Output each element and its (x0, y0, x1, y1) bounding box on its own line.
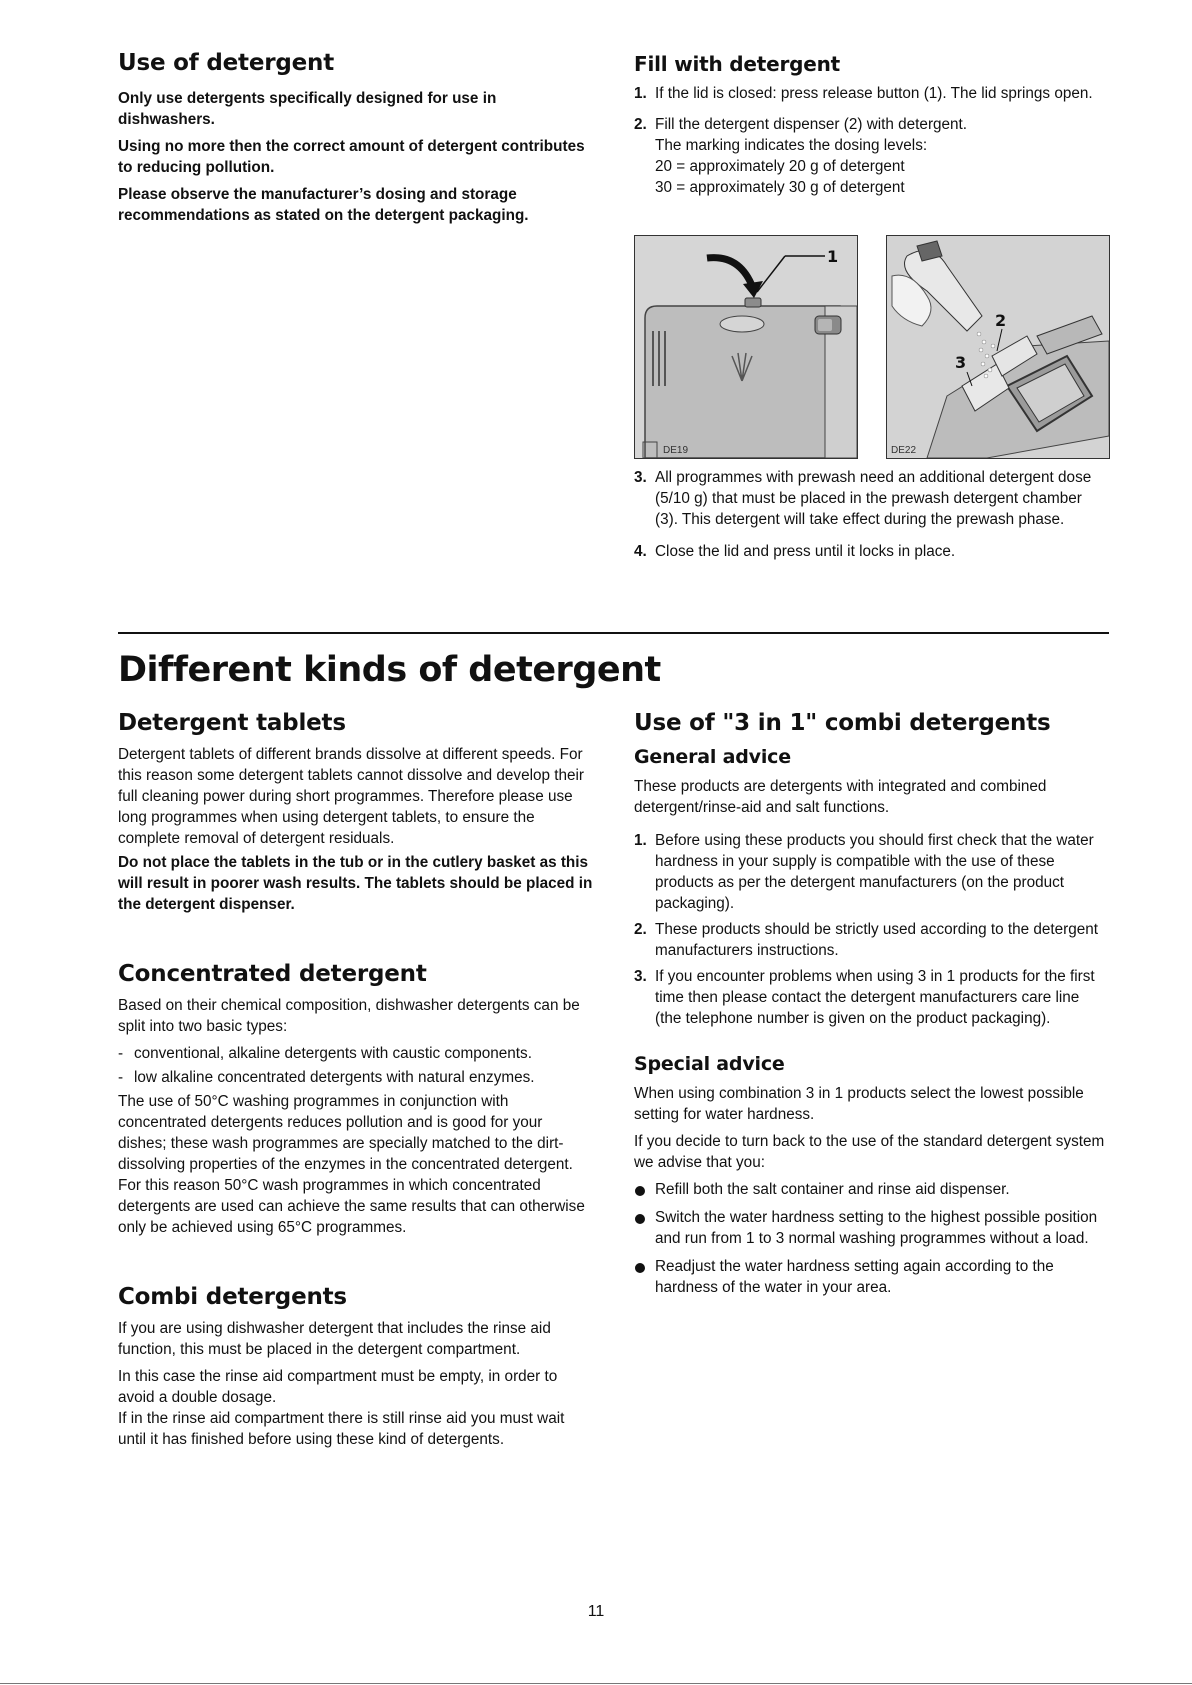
special-advice-para-2: If you decide to turn back to the use of the standard detergent system we advise that you: (634, 1133, 1105, 1171)
tablets-para-1: Detergent tablets of different brands dissolve at different speeds. For this reason some detergent tablets cannot dissolve and develop their full cleaning power during short programmes. Therefore please use long programmes when using detergent tablets, to ensure the complete removal of detergent residuals. (118, 746, 584, 847)
detergent-types-list (118, 1043, 593, 1088)
fill-step-3 (634, 467, 1104, 530)
step-number: 3. (634, 968, 647, 985)
section-divider (118, 632, 1109, 634)
item-text: These products should be strictly used according to the detergent manufacturers instructions. (655, 921, 1099, 959)
special-advice-item (634, 1207, 1109, 1249)
item-text: low alkaline concentrated detergents with natural enzymes. (134, 1069, 535, 1086)
general-advice-list (634, 830, 1109, 1029)
use-of-detergent-para-1: Only use detergents specifically designed for use in dishwashers. (118, 90, 497, 128)
special-advice-heading: Special advice (634, 1053, 785, 1075)
step-text: 20 = approximately 20 g of detergent (655, 158, 905, 175)
different-kinds-heading: Different kinds of detergent (118, 650, 661, 690)
item-text: Refill both the salt container and rinse aid dispenser. (655, 1181, 1010, 1198)
different-kinds-section (118, 650, 818, 690)
bottom-edge-line (0, 1683, 1192, 1684)
detergent-type-item (118, 1067, 593, 1088)
three-in-one-heading: Use of "3 in 1" combi detergents (634, 710, 1051, 736)
special-advice-item (634, 1179, 1109, 1200)
special-advice-para-1: When using combination 3 in 1 products select the lowest possible setting for water hardness. (634, 1085, 1084, 1123)
step-text: All programmes with prewash need an additional detergent dose (5/10 g) that must be placed in the prewash detergent chamber (3). This detergent will take effect during the prewash phase. (655, 469, 1092, 528)
combi-heading: Combi detergents (118, 1284, 347, 1310)
combi-para-1: If you are using dishwasher detergent that includes the rinse aid function, this must be placed in the detergent compartment. (118, 1320, 551, 1358)
fill-step-2 (634, 114, 1104, 198)
step-text: 30 = approximately 30 g of detergent (655, 179, 905, 196)
fill-steps-continued (634, 467, 1104, 572)
use-of-detergent-section (118, 50, 588, 232)
step-text: If the lid is closed: press release button (1). The lid springs open. (655, 85, 1093, 102)
concentrated-para-1: Based on their chemical composition, dishwasher detergents can be split into two basic types: (118, 997, 580, 1035)
tablets-para-2: Do not place the tablets in the tub or in the cutlery basket as this will result in poorer wash results. The tablets should be placed in the detergent dispenser. (118, 854, 593, 913)
step-number: 3. (634, 469, 647, 486)
fill-step-1 (634, 83, 1104, 104)
figure-fill-dispenser (886, 235, 1110, 459)
fill-with-detergent-section (634, 52, 1104, 208)
item-text: If you encounter problems when using 3 in 1 products for the first time then please contact the detergent manufacturers care line (the telephone number is given on the product packaging). (655, 968, 1095, 1027)
callout-2: 2 (995, 311, 1007, 330)
detergent-type-item (118, 1043, 593, 1064)
item-text: Readjust the water hardness setting again according to the hardness of the water in your area. (655, 1258, 1054, 1296)
callout-1: 1 (827, 247, 839, 266)
figure-release-button (634, 235, 858, 459)
concentrated-para-2: The use of 50°C washing programmes in conjunction with concentrated detergents reduces pollution and is good for your dishes; these wash programmes are specially matched to the dirt-dissolving properties of the enzymes in the concentrated detergent. For this reason 50°C wash programmes in which concentrated detergents are used can achieve the same results that can otherwise only be achieved using 65°C programmes. (118, 1093, 585, 1236)
fill-step-4 (634, 541, 1104, 562)
bullet-icon (635, 1263, 645, 1273)
general-advice-item (634, 966, 1109, 1029)
combi-para-3: If in the rinse aid compartment there is still rinse aid you must wait until it has finished before using these kind of detergents. (118, 1410, 565, 1448)
page-number: 11 (587, 1603, 605, 1620)
step-number: 1. (634, 832, 647, 849)
right-column (634, 710, 1109, 1305)
special-advice-list (634, 1179, 1109, 1298)
use-of-detergent-para-3: Please observe the manufacturer’s dosing and storage recommendations as stated on the detergent packaging. (118, 186, 529, 224)
callout-3: 3 (955, 353, 967, 372)
step-text: Fill the detergent dispenser (2) with detergent. (655, 116, 968, 133)
bullet-icon (635, 1214, 645, 1224)
concentrated-heading: Concentrated detergent (118, 961, 427, 987)
step-number: 2. (634, 921, 647, 938)
item-text: Switch the water hardness setting to the highest possible position and run from 1 to 3 normal washing programmes without a load. (655, 1209, 1098, 1247)
use-of-detergent-heading: Use of detergent (118, 50, 335, 76)
step-number: 1. (634, 85, 647, 102)
general-advice-item (634, 919, 1109, 961)
dash-marker: - (118, 1069, 124, 1086)
special-advice-item (634, 1256, 1109, 1298)
fill-dispenser-illustration (887, 236, 1109, 458)
step-number: 2. (634, 116, 647, 133)
fill-steps-list-a (634, 83, 1104, 198)
left-column (118, 710, 593, 1456)
item-text: conventional, alkaline detergents with caustic components. (134, 1045, 532, 1062)
bullet-icon (635, 1186, 645, 1196)
fill-with-detergent-heading: Fill with detergent (634, 52, 841, 76)
dash-marker: - (118, 1045, 124, 1062)
dispenser-lid-illustration (635, 236, 857, 458)
fill-steps-list-b (634, 467, 1104, 562)
figure-1-label: DE19 (663, 445, 689, 456)
step-text: Close the lid and press until it locks in place. (655, 543, 956, 560)
item-text: Before using these products you should first check that the water hardness in your supply is compatible with the use of these products as per the detergent manufacturers (on the product packaging). (655, 832, 1094, 912)
use-of-detergent-para-2: Using no more then the correct amount of detergent contributes to reducing pollution. (118, 138, 585, 176)
figure-2-label: DE22 (891, 445, 917, 456)
general-advice-heading: General advice (634, 746, 791, 768)
combi-para-2: In this case the rinse aid compartment must be empty, in order to avoid a double dosage. (118, 1368, 558, 1406)
general-advice-item (634, 830, 1109, 914)
tablets-heading: Detergent tablets (118, 710, 346, 736)
step-number: 4. (634, 543, 647, 560)
step-text: The marking indicates the dosing levels: (655, 137, 928, 154)
general-advice-para: These products are detergents with integrated and combined detergent/rinse-aid and salt functions. (634, 778, 1047, 816)
